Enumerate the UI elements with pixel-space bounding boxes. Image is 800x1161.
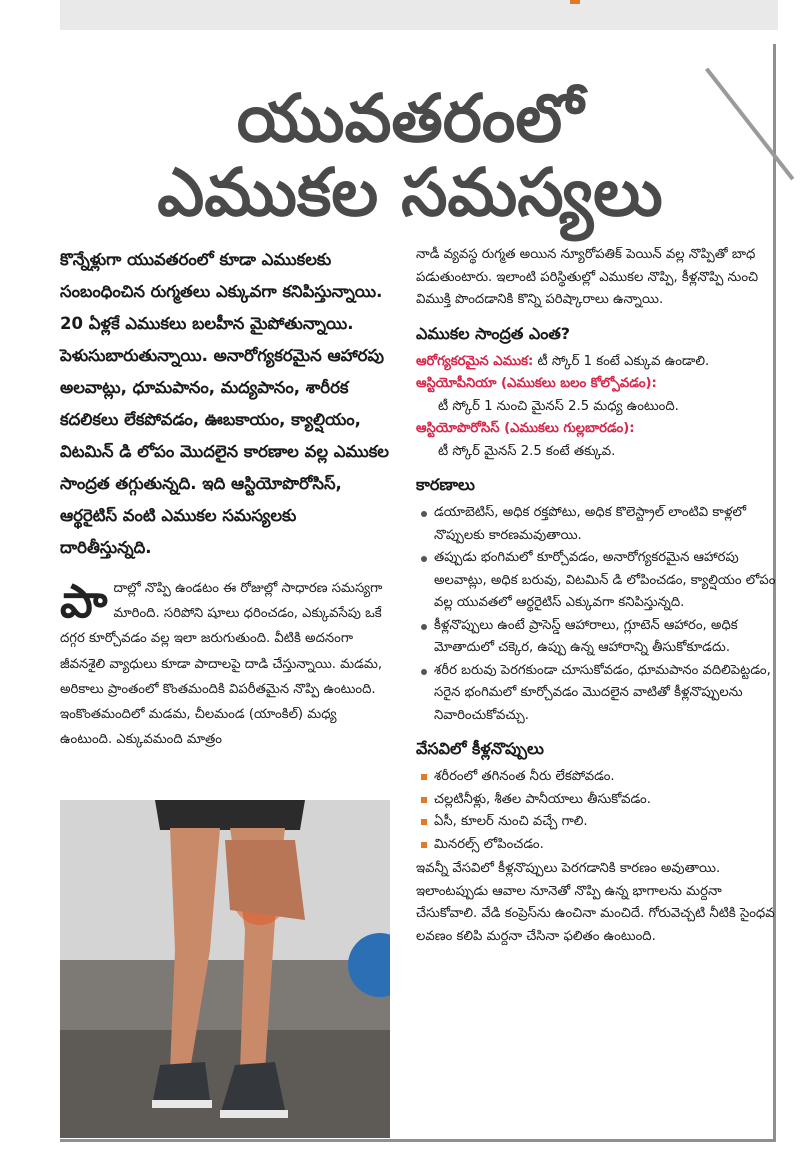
causes-list — [416, 502, 778, 727]
list-item — [416, 660, 778, 728]
list-item — [416, 547, 778, 615]
list-item — [416, 615, 778, 660]
square-bullet-icon — [421, 819, 427, 825]
square-bullet-icon — [421, 797, 427, 803]
summer-list — [416, 766, 778, 856]
list-item-text: శరీర బరువు పెరగకుండా చూసుకోవడం, ధూమపానం వదిలిపెట్టడం, సరైన భంగిమలో కూర్చోవడం మొదలైన వాటితో కీళ్లనొప్పులను నివారించుకోవచ్చు. — [434, 662, 771, 723]
continued-paragraph: నాడీ వ్యవస్థ రుగ్మత అయిన న్యూరోపతిక్ పెయిన్ వల్ల నొప్పితో బాధ పడుతుంటారు. ఇలాంటి పరిస్థితుల్లో ఎముకల నొప్పి, కీళ్లనొప్పి నుంచి విముక్తి పొందడానికి కొన్ని పరిష్కారాలు ఉన్నాయి. — [416, 247, 759, 307]
right-column — [416, 244, 778, 948]
intro-paragraph: కొన్నేళ్లుగా యువతరంలో కూడా ఎముకలకు సంబంధించిన రుగ్మతలు ఎక్కువగా కనిపిస్తున్నాయి. 20 ఏళ్లకే ఎముకలు బలహీన మైపోతున్నాయి. పెళుసుబారుతున్నాయి. అనారోగ్యకరమైన ఆహారపు అలవాట్లు, ధూమపానం, మద్యపానం, శారీరక కదలికలు లేకపోవడం, ఊబకాయం, క్యాల్షియం, విటమిన్ డి లోపం మొదలైన కారణాల వల్ల ఎముకల సాంద్రత తగ్గుతున్నది. ఇది ఆస్టియోపొరోసిస్, ఆర్థరైటిస్ వంటి ఎముకల సమస్యలకు దారితీస్తున్నది. — [60, 250, 390, 557]
density-item-text: టీ స్కోర్ 1 నుంచి మైనస్ 2.5 మధ్య ఉంటుంది. — [438, 398, 679, 414]
knee-pain-illustration — [60, 800, 390, 1138]
list-item-text: డయాబెటిస్, అధిక రక్తపోటు, అధిక కొలెస్ట్రాల్ లాంటివి కాళ్లలో నొప్పులకు కారణమవుతాయి. — [434, 505, 747, 543]
summer-heading: వేసవిలో కీళ్లనొప్పులు — [416, 739, 544, 758]
density-heading: ఎముకల సాంద్రత ఎంత? — [416, 323, 571, 343]
list-item-text: శరీరంలో తగినంత నీరు లేకపోవడం. — [434, 769, 615, 784]
list-item-text: ఏసీ, కూలర్ నుంచి వచ్చే గాలి. — [434, 814, 588, 829]
headline-line-1: యువతరంలో — [236, 80, 584, 157]
list-item — [416, 811, 778, 834]
body-paragraph-left — [60, 576, 390, 752]
list-item-text: మినరల్స్ లోపించడం. — [434, 836, 544, 852]
density-item — [416, 373, 778, 418]
square-bullet-icon — [421, 842, 427, 848]
density-item-label: ఆస్టియోపీనియా (ఎముకలు బలం కోల్పోవడం): — [416, 376, 657, 391]
density-item-text: టీ స్కోర్ 1 కంటే ఎక్కువ ఉండాలి. — [537, 353, 710, 369]
density-item — [416, 351, 778, 374]
density-item-text: టీ స్కోర్ మైనస్ 2.5 కంటే తక్కువ. — [438, 443, 616, 459]
bullet-icon — [421, 669, 427, 675]
density-list — [416, 351, 778, 464]
list-item — [416, 789, 778, 812]
bullet-icon — [421, 624, 427, 630]
knee-pain-photo — [60, 800, 390, 1138]
article-headline — [70, 82, 750, 230]
closing-paragraph: ఇవన్నీ వేసవిలో కీళ్లనొప్పులు పెరగడానికి కారణం అవుతాయి. ఇలాంటప్పుడు ఆవాల నూనెతో నొప్పి ఉన్న భాగాలను మర్దనా చేసుకోవాలి. వేడి కంప్రెస్‌ను ఉంచినా మంచిదే. గోరువెచ్చటి నీటికి సైంధవ లవణం కలిపి మర్దనా చేసినా ఫలితం ఉంటుంది. — [416, 861, 775, 944]
top-banner-strip — [60, 0, 778, 30]
list-item — [416, 766, 778, 789]
banner-accent-mark — [570, 0, 580, 4]
list-item-text: తప్పుడు భంగిమలో కూర్చోవడం, అనారోగ్యకరమైన ఆహారపు అలవాట్లు, అధిక బరువు, విటమిన్ డి లోపించడం, క్యాల్షియం లోపం వల్ల యువతలో ఆర్థరైటిస్ ఎక్కువగా కనిపిస్తున్నది. — [434, 550, 776, 610]
causes-heading: కారణాలు — [416, 475, 475, 494]
body-left-text: దాల్లో నొప్పి ఉండటం ఈ రోజుల్లో సాధారణ సమస్యగా మారింది. సరిపోని షూలు ధరించడం, ఎక్కువసేపు ఒకే దగ్గర కూర్చోవడం వల్ల ఇలా జరుగుతుంది. వీటికి అదనంగా జీవనశైలి వ్యాధులు కూడా పాదాలపై దాడి చేస్తున్నాయి. మడమ, అరికాలు ప్రాంతంలో కొంతమందికి విపరీతమైన నొప్పి ఉంటుంది. ఇంకొంతమందిలో మడమ, చీలమండ (యాంకిల్) మధ్య ఉంటుంది. ఎక్కువమంది మాత్రం — [60, 581, 383, 748]
density-item — [416, 418, 778, 463]
square-bullet-icon — [421, 774, 427, 780]
headline-line-2: ఎముకల సమస్యలు — [157, 153, 663, 231]
drop-cap: పా — [60, 574, 108, 628]
list-item-text: చల్లటినీళ్లు, శీతల పానీయాలు తీసుకోవడం. — [434, 791, 651, 807]
list-item — [416, 834, 778, 857]
density-item-label: ఆస్టియోపొరోసిస్ (ఎముకలు గుల్లబారడం): — [416, 421, 635, 436]
list-item — [416, 502, 778, 547]
density-item-label: ఆరోగ్యకరమైన ఎముక: — [416, 353, 534, 369]
left-column — [60, 244, 390, 752]
list-item-text: కీళ్లనొప్పులు ఉంటే ప్రాసెస్డ్ ఆహారాలు, గ్లూటెన్ ఆహారం, అధిక మోతాదులో చక్కెర, ఉప్పు ఉన్న ఆహారాన్ని తీసుకోకూడదు. — [434, 617, 738, 655]
bullet-icon — [421, 511, 427, 517]
bullet-icon — [421, 556, 427, 562]
